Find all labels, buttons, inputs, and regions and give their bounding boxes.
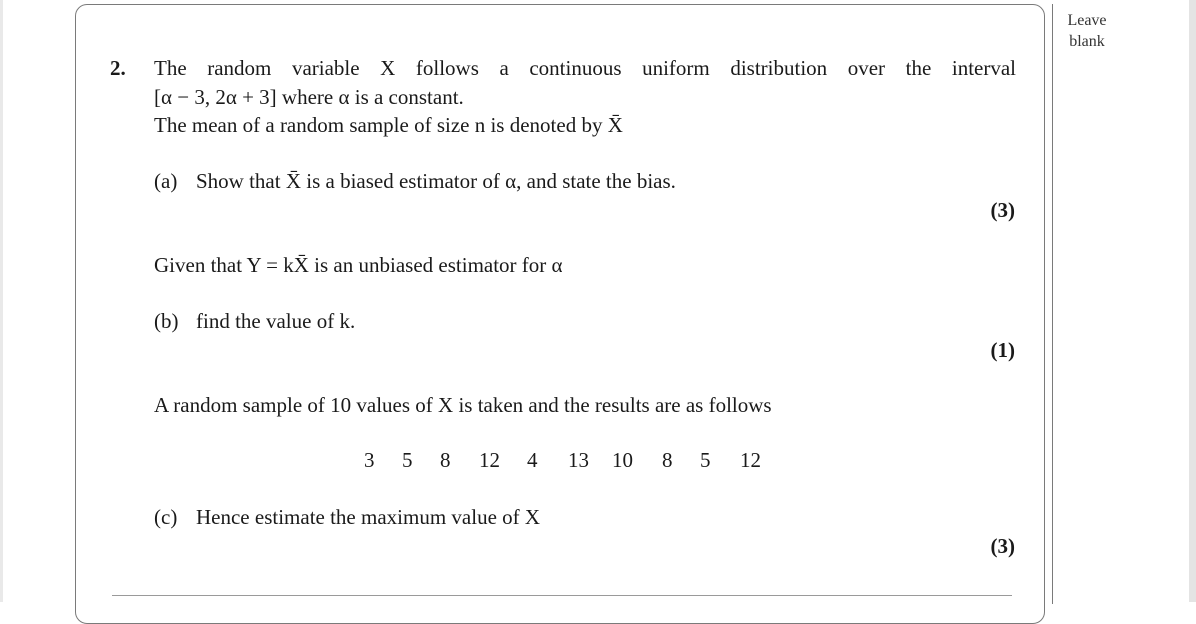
sample-intro: A random sample of 10 values of X is taken and the results are as follows <box>154 393 772 417</box>
part-c <box>154 504 540 530</box>
sample-value: 10 <box>612 448 633 472</box>
leave-blank-text: Leave blank <box>1067 12 1107 50</box>
question-stem-line-3: The mean of a random sample of size n is denoted by X̄ <box>154 113 623 137</box>
part-a-text: Show that X̄ is a biased estimator of α, and state the bias. <box>196 169 676 193</box>
part-b-label: (b) <box>154 309 179 333</box>
question-stem-line-2: [α − 3, 2α + 3] where α is a constant. <box>154 85 464 109</box>
sample-value: 5 <box>700 448 711 472</box>
sample-value: 12 <box>479 448 500 472</box>
page-edge-right <box>1189 0 1196 602</box>
sample-value: 4 <box>527 448 538 472</box>
sample-value: 3 <box>364 448 375 472</box>
part-a-label: (a) <box>154 169 178 193</box>
part-b <box>154 308 355 334</box>
sample-value: 8 <box>662 448 673 472</box>
part-a <box>154 168 676 194</box>
part-b-marks: (1) <box>990 338 1015 362</box>
given-statement: Given that Y = kX̄ is an unbiased estimator for α <box>154 253 563 277</box>
sample-value: 13 <box>568 448 589 472</box>
leave-blank-column <box>1052 4 1123 604</box>
part-c-label: (c) <box>154 505 178 529</box>
stem-line-1-text: The random variable X follows a continuous uniform distribution over the interval <box>154 56 1016 80</box>
sample-value: 5 <box>402 448 413 472</box>
page-edge-left <box>0 0 3 602</box>
answer-rule <box>112 595 1012 596</box>
question-number: 2. <box>110 56 126 80</box>
part-c-marks: (3) <box>990 534 1015 558</box>
sample-value: 8 <box>440 448 451 472</box>
question-stem-line-1 <box>154 55 1016 81</box>
part-a-marks: (3) <box>990 198 1015 222</box>
sample-value: 12 <box>740 448 761 472</box>
part-b-text: find the value of k. <box>196 309 356 333</box>
leave-blank-label <box>1052 10 1122 52</box>
part-c-text: Hence estimate the maximum value of X <box>196 505 541 529</box>
